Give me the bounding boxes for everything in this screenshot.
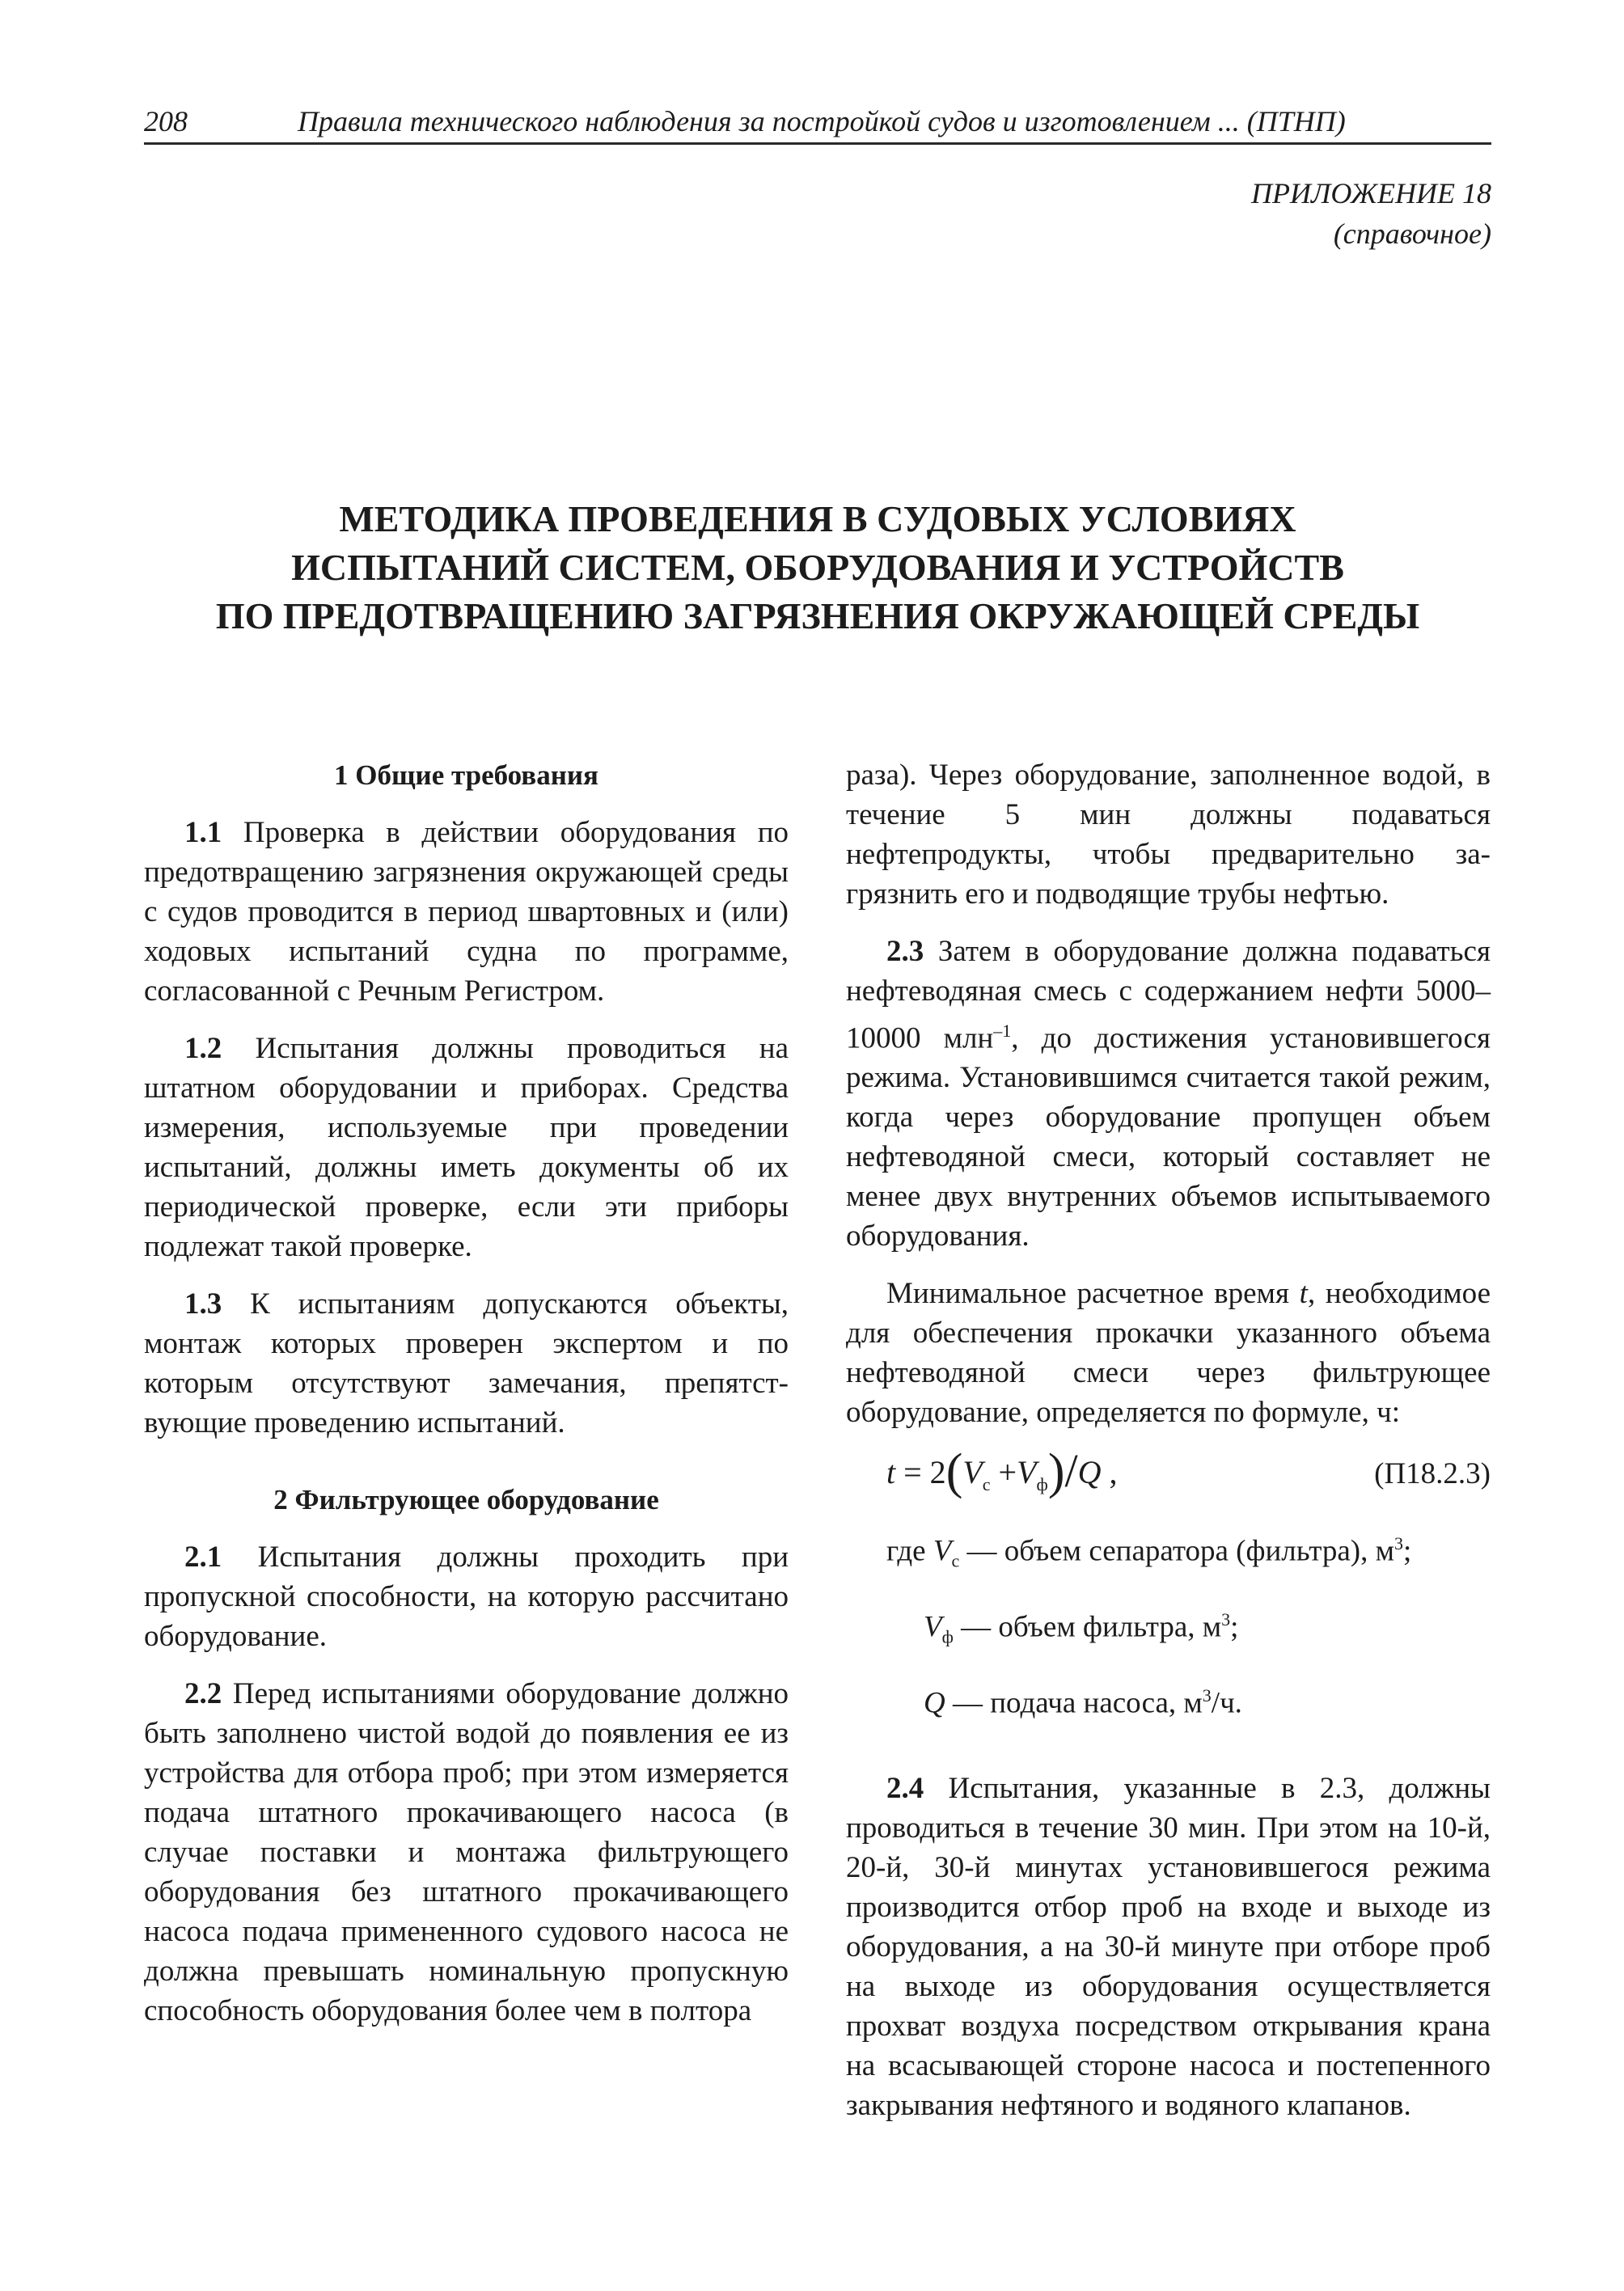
clause-number: 1.1 — [184, 816, 222, 849]
section-heading-1: 1 Общие требования — [334, 759, 598, 791]
paragraph-2-2-continued: раза). Через оборудование, заполненное водой, в течение 5 мин должны подаваться нефтепродукты, чтобы предварительно загрязнить его и подводящие трубы нефтью. — [846, 759, 1491, 911]
right-column — [846, 755, 1491, 2143]
paragraph-2-3 — [846, 932, 1491, 1256]
annex-label: ПРИЛОЖЕНИЕ 18 — [1251, 177, 1491, 209]
paragraph-2-2 — [144, 1674, 789, 2031]
section-heading-2: 2 Фильтрующее оборудование — [273, 1484, 659, 1515]
clause-number: 2.4 — [886, 1772, 924, 1806]
paragraph-1-3 — [144, 1284, 789, 1443]
clause-number: 2.2 — [184, 1677, 222, 1710]
running-header-title: Правила технического наблюдения за постройкой судов и изготовлением ... (ПТНП) — [298, 105, 1346, 137]
legend-vc: где $V_с$ — объем сепаратора (фильтра), $м^3$; — [886, 1533, 1412, 1572]
document-title — [144, 495, 1491, 640]
clause-number: 1.3 — [184, 1287, 222, 1321]
paragraph-text: Перед испытаниями оборудование должно быть заполнено чистой водой до появления ее из устройства для отбора проб; при этом измеряется подача штатного прокачивающего насоса (в случае поставки и монтажа фильтрующего оборудования без штатного прокачивающего насоса подача примененного судового насоса не должна превышать номинальную пропускную способность оборудования более чем в полтора — [144, 1677, 789, 2027]
legend-vf: $V_ф$ — объем фильтра, $м^3$; — [924, 1609, 1239, 1647]
left-column — [144, 755, 789, 2031]
paragraph-text: , необходимое для обеспечения прокачки указанного объема нефтеводяной смеси через фильтрующее оборудование, определяется по формуле, ч: — [846, 1277, 1491, 1430]
paragraph-2-1 — [144, 1537, 789, 1656]
paragraph-2-3-formula-intro — [846, 1274, 1491, 1432]
page-number: 208 — [144, 105, 188, 137]
clause-number: 1.2 — [184, 1032, 222, 1065]
paragraph-text: Проверка в действии оборудования по предотвращению загрязнения окружающей среды с судов проводится в период швартовных и (или) ходовых испытаний судна по программе, согласованной с Речным Регистром. — [144, 816, 789, 1008]
formula-p18-2-3 — [846, 1444, 1491, 1509]
document-title-line-2: ИСПЫТАНИЙ СИСТЕМ, ОБОРУДОВАНИЯ И УСТРОЙСТВ — [291, 547, 1344, 588]
clause-number: 2.1 — [184, 1541, 222, 1574]
clause-number: 2.3 — [886, 935, 924, 968]
formula-label: (П18.2.3) — [1374, 1457, 1491, 1491]
formula-expression: $t = 2(V_с +V_ф)/Q$ , — [886, 1444, 1118, 1500]
paragraph-text: К испытаниям допускаются объекты, монтаж которых проверен экспертом и по которым отсутствуют замечания, препятствующие проведению испытаний. — [144, 1287, 789, 1439]
paragraph-1-1 — [144, 813, 789, 1011]
running-header — [144, 104, 1491, 145]
paragraph-text: Испытания должны проводиться на штатном оборудовании и приборах. Средства измерения, используемые при проведении испытаний, должны иметь документы об их периодической проверке, если эти приборы подлежат такой проверке. — [144, 1032, 789, 1263]
paragraph-text: Минимальное расчетное время — [886, 1277, 1300, 1311]
paragraph-text: , до достижения установившегося режима. Установившимся считается такой режим, когда через оборудование пропущен объем нефтеводяной смеси, который составляет не менее двух внутренних объемов испытываемого оборудования. — [846, 1021, 1491, 1253]
paragraph-text: Затем в оборудование должна подаваться нефтеводяная смесь с содержанием нефти 5000–10000 млн — [846, 935, 1491, 1055]
superscript: –1 — [993, 1021, 1012, 1041]
variable-t: t — [1299, 1277, 1308, 1311]
legend-q: Q — подача насоса, $м^3/ч$. — [924, 1684, 1242, 1720]
annex-note: (справочное) — [1333, 218, 1491, 250]
document-title-line-3: ПО ПРЕДОТВРАЩЕНИЮ ЗАГРЯЗНЕНИЯ ОКРУЖАЮЩЕЙ СРЕДЫ — [215, 595, 1420, 636]
paragraph-text: Испытания, указанные в 2.3, должны проводиться в течение 30 мин. При этом на 10-й, 20-й, 30-й минутах установившегося режима производится отбор проб на входе и выходе из оборудования, а на 30-й минуте при отборе проб на выходе из оборудования осуществляется прохват воздуха посредством открывания крана на всасывающей стороне насоса и постепенного закрывания нефтяного и водяного клапанов. — [846, 1772, 1491, 2123]
paragraph-text: Испытания должны проходить при пропускной способности, на которую рассчитано оборудование. — [144, 1541, 789, 1653]
document-title-line-1: МЕТОДИКА ПРОВЕДЕНИЯ В СУДОВЫХ УСЛОВИЯХ — [339, 498, 1296, 539]
paragraph-1-2 — [144, 1029, 789, 1266]
paragraph-2-4 — [846, 1769, 1491, 2125]
annex-label-block — [1251, 173, 1491, 254]
